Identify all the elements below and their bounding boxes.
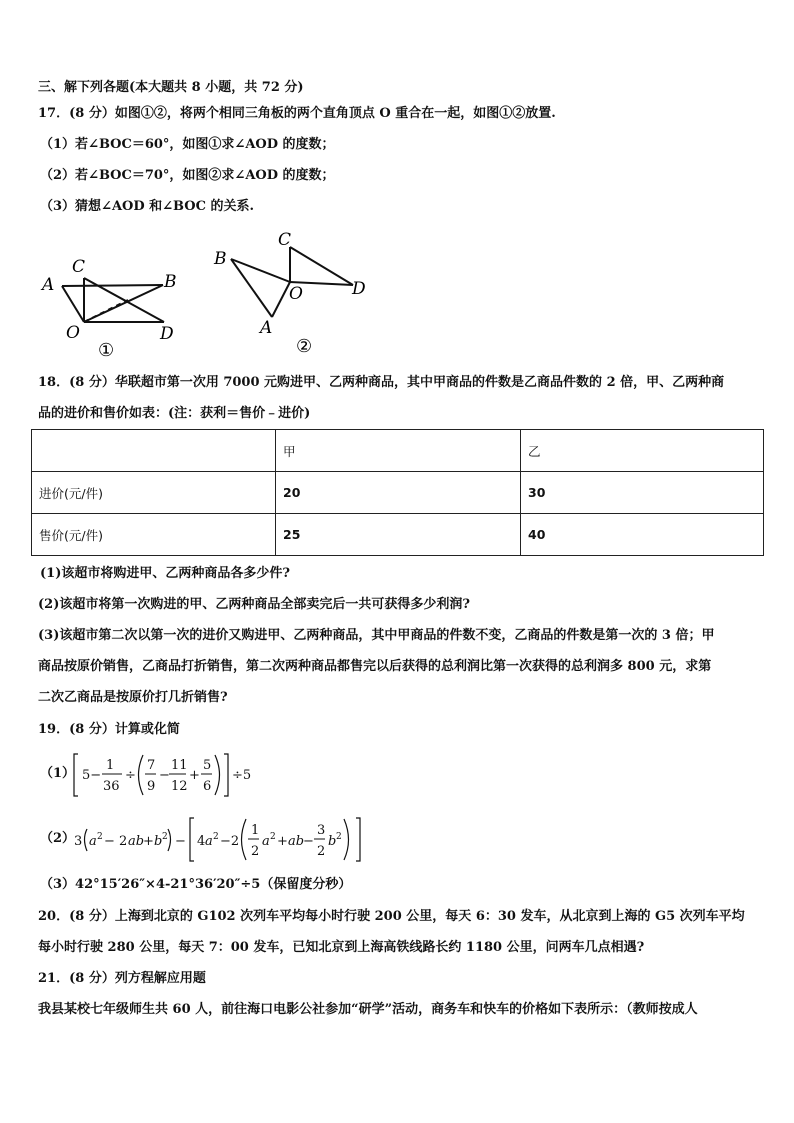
q20-line1: 20．(8 分）上海到北京的 G102 次列车平均每小时行驶 200 公里，每天 6：30 发车，从北京到上海的 G5 次列车平均 [38, 909, 745, 924]
svg-text:ab: ab [128, 834, 145, 849]
svg-text:a: a [262, 834, 270, 849]
math-den: 36 [103, 779, 120, 794]
svg-text:12: 12 [171, 779, 188, 794]
q21-line1: 我县某校七年级师生共 60 人，前往海口电影公社参加“研学”活动，商务车和快车的价格如下表所示：（教师按成人 [38, 1002, 698, 1017]
math-num: 1 [106, 758, 115, 773]
table-cell: 售价(元/件) [32, 514, 276, 556]
svg-text:a: a [89, 834, 97, 849]
fig2-label-c: C [278, 230, 292, 250]
svg-text:3: 3 [74, 834, 83, 849]
q18-part1: (1)该超市将购进甲、乙两种商品各多少件? [40, 566, 290, 581]
table-header-jia: 甲 [276, 430, 521, 472]
section-title: 三、解下列各题(本大题共 8 小题，共 72 分) [38, 80, 304, 95]
svg-text:9: 9 [147, 779, 156, 794]
svg-text:a: a [205, 834, 213, 849]
table-cell: 25 [276, 514, 521, 556]
svg-text:b: b [154, 834, 163, 849]
svg-text:2: 2 [317, 844, 326, 859]
q18-part3-line2: 商品按原价销售，乙商品打折销售，第二次两种商品都售完以后获得的总利润比第一次获得的总利润多 800 元，求第 [38, 659, 712, 674]
fig2-label-a: A [260, 318, 273, 338]
table-cell: 40 [521, 514, 764, 556]
q17-part1: （1）若∠BOC＝60°，如图①求∠AOD 的度数； [40, 137, 335, 152]
q17-part3: （3）猜想∠AOD 和∠BOC 的关系. [40, 199, 254, 214]
fig2-label-d: D [352, 279, 366, 299]
svg-text:1: 1 [251, 823, 260, 838]
svg-text:2: 2 [336, 832, 342, 842]
q18-part3-line3: 二次乙商品是按原价打几折销售? [38, 690, 228, 705]
svg-text:5−: 5− [82, 768, 102, 783]
svg-text:+: + [277, 834, 288, 849]
q18-line2: 品的进价和售价如表：(注：获利＝售价﹣进价) [38, 406, 311, 421]
fig1-caption: ① [98, 340, 115, 361]
fig1-label-d: D [160, 324, 174, 344]
svg-text:7: 7 [147, 758, 156, 773]
table-cell: 20 [276, 472, 521, 514]
q20-line2: 每小时行驶 280 公里，每天 7：00 发车，已知北京到上海高铁线路长约 1180 公里，问两车几点相遇? [38, 940, 645, 955]
q19-part3: （3）42°15′26″×4-21°36′20″÷5（保留度分秒） [40, 877, 352, 892]
fig2-caption: ② [296, 336, 313, 357]
svg-text:−: − [159, 768, 170, 783]
svg-text:b: b [328, 834, 337, 849]
q18-line1: 18．(8 分）华联超市第一次用 7000 元购进甲、乙两种商品，其中甲商品的件数是乙商品件数的 2 倍，甲、乙两种商 [38, 375, 725, 390]
fig2-label-b: B [214, 249, 227, 269]
svg-text:2: 2 [270, 832, 276, 842]
q19-stem: 19．(8 分）计算或化简 [38, 722, 180, 737]
q19-part2-expression [70, 815, 380, 863]
table-cell: 30 [521, 472, 764, 514]
q17-part2: （2）若∠BOC＝70°，如图②求∠AOD 的度数； [40, 168, 335, 183]
table-header-row [32, 430, 764, 472]
svg-text:11: 11 [171, 758, 188, 773]
svg-text:2: 2 [213, 832, 219, 842]
svg-text:5: 5 [203, 758, 212, 773]
q21-stem: 21．(8 分）列方程解应用题 [38, 971, 206, 986]
svg-text:2: 2 [162, 832, 168, 842]
table-cell: 进价(元/件) [32, 472, 276, 514]
q19-part1-expression [70, 752, 260, 798]
fig1-label-c: C [72, 257, 86, 277]
svg-text:4: 4 [197, 834, 206, 849]
table-cell [32, 430, 276, 472]
figure-1-triangles [36, 252, 196, 362]
price-table [31, 429, 764, 556]
table-row [32, 514, 764, 556]
table-row [32, 472, 764, 514]
fig1-label-o: O [66, 323, 80, 343]
figure-2-triangles [210, 226, 380, 362]
fig1-label-a: A [42, 275, 55, 295]
svg-text:6: 6 [203, 779, 212, 794]
svg-text:+: + [189, 768, 200, 783]
svg-text:− 2: − 2 [104, 834, 128, 849]
svg-text:−2: −2 [220, 834, 240, 849]
svg-text:2: 2 [251, 844, 260, 859]
svg-text:−: − [175, 834, 186, 849]
svg-text:+: + [143, 834, 154, 849]
svg-text:ab: ab [288, 834, 305, 849]
svg-text:2: 2 [97, 832, 103, 842]
svg-text:÷5: ÷5 [232, 768, 252, 783]
q19-part1-label: （1） [40, 766, 76, 781]
svg-text:3: 3 [317, 823, 326, 838]
q19-part2-label: （2） [40, 831, 76, 846]
q18-part3-line1: (3)该超市第二次以第一次的进价又购进甲、乙两种商品，其中甲商品的件数不变，乙商品的件数是第一次的 3 倍；甲 [38, 628, 715, 643]
q18-part2: (2)该超市将第一次购进的甲、乙两种商品全部卖完后一共可获得多少利润? [38, 597, 470, 612]
q17-stem: 17．(8 分）如图①②，将两个相同三角板的两个直角顶点 O 重合在一起，如图①②放置. [38, 106, 556, 121]
table-header-yi: 乙 [521, 430, 764, 472]
fig2-label-o: O [289, 284, 303, 304]
fig1-label-b: B [164, 272, 177, 292]
svg-text:−: − [303, 834, 314, 849]
svg-text:÷: ÷ [125, 768, 136, 783]
